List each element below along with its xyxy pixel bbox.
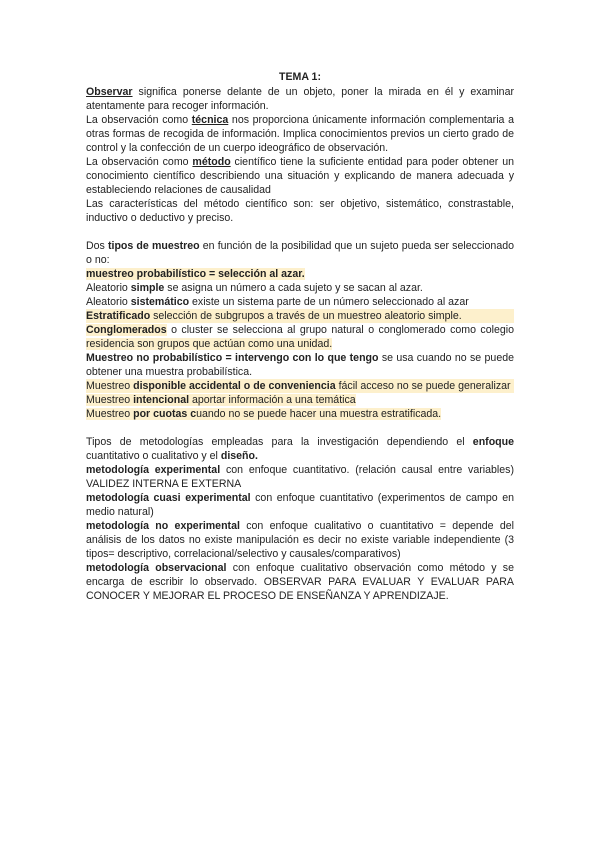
observar-paragraph: Observar significa ponerse delante de un objeto, poner la mirada en él y examinar atentamente para recoger información. (86, 86, 514, 112)
metodologias-intro: Tipos de metodologías empleadas para la investigación dependiendo el enfoque cuantitativo o cualitativo y el diseño. (86, 436, 514, 462)
tecnica-term: técnica (191, 114, 229, 126)
tecnica-paragraph: La observación como técnica nos proporciona únicamente información complementaria a otras formas de recogida de información. Implica conocimientos previos un cierto grado de control y la confección de un cuerpo ideográfico de observación. (86, 114, 514, 154)
document-body (86, 70, 514, 603)
muestreo-probabilistico-heading: muestreo probabilístico = selección al azar. (86, 268, 305, 280)
metodo-paragraph: La observación como método científico tiene la suficiente entidad para poder obtener un conocimiento científico describiendo una situación y explicando de manera adecuada y estableciendo relaciones de causalidad (86, 156, 514, 196)
page-title: TEMA 1: (279, 71, 321, 83)
metodologia-cuasi-line: metodología cuasi experimental con enfoque cuantitativo (experimentos de campo en medio natural) (86, 492, 514, 518)
aleatorio-sistematico-line: Aleatorio sistemático existe un sistema parte de un número seleccionado al azar (86, 296, 469, 308)
metodologia-no-experimental-line: metodología no experimental con enfoque cualitativo o cuantitativo = depende del análisis de los datos no existe manipulación es decir no existe variable independiente (3 tipos= descriptivo, correlacional/selectivo y causales/comparativos) (86, 520, 514, 560)
metodologia-experimental-line: metodología experimental con enfoque cuantitativo. (relación causal entre variables) VALIDEZ INTERNA E EXTERNA (86, 464, 514, 490)
intencional-line: Muestreo intencional aportar información a una temática (86, 394, 356, 406)
cuotas-line: Muestreo por cuotas cuando no se puede hacer una muestra estratificada. (86, 408, 442, 420)
metodo-term: método (192, 156, 231, 168)
conglomerados-line: Conglomerados o cluster se selecciona al grupo natural o conglomerado como colegio residencia son grupos que actúan como una unidad. (86, 324, 514, 350)
disponible-line: Muestreo disponible accidental o de conveniencia fácil acceso no se puede generalizar (86, 379, 514, 393)
metodologia-observacional-line: metodología observacional con enfoque cualitativo observación como método y se encarga de escribir lo observado. OBSERVAR PARA EVALUAR Y EVALUAR PARA CONOCER Y MEJORAR EL PROCESO DE ENSEÑANZA Y APRENDIZAJE. (86, 562, 514, 602)
observar-term: Observar (86, 86, 133, 98)
estratificado-line: Estratificado selección de subgrupos a través de un muestreo aleatorio simple. (86, 309, 514, 323)
aleatorio-simple-line: Aleatorio simple se asigna un número a cada sujeto y se sacan al azar. (86, 282, 423, 294)
no-probabilistico-line: Muestreo no probabilístico = intervengo con lo que tengo se usa cuando no se puede obtener una muestra probabilística. (86, 352, 514, 378)
caracteristicas-paragraph: Las características del método científico son: ser objetivo, sistemático, constrastable, inductivo o deductivo y preciso. (86, 198, 514, 224)
muestreo-intro: Dos tipos de muestreo en función de la posibilidad que un sujeto pueda ser seleccionado o no: (86, 240, 514, 266)
